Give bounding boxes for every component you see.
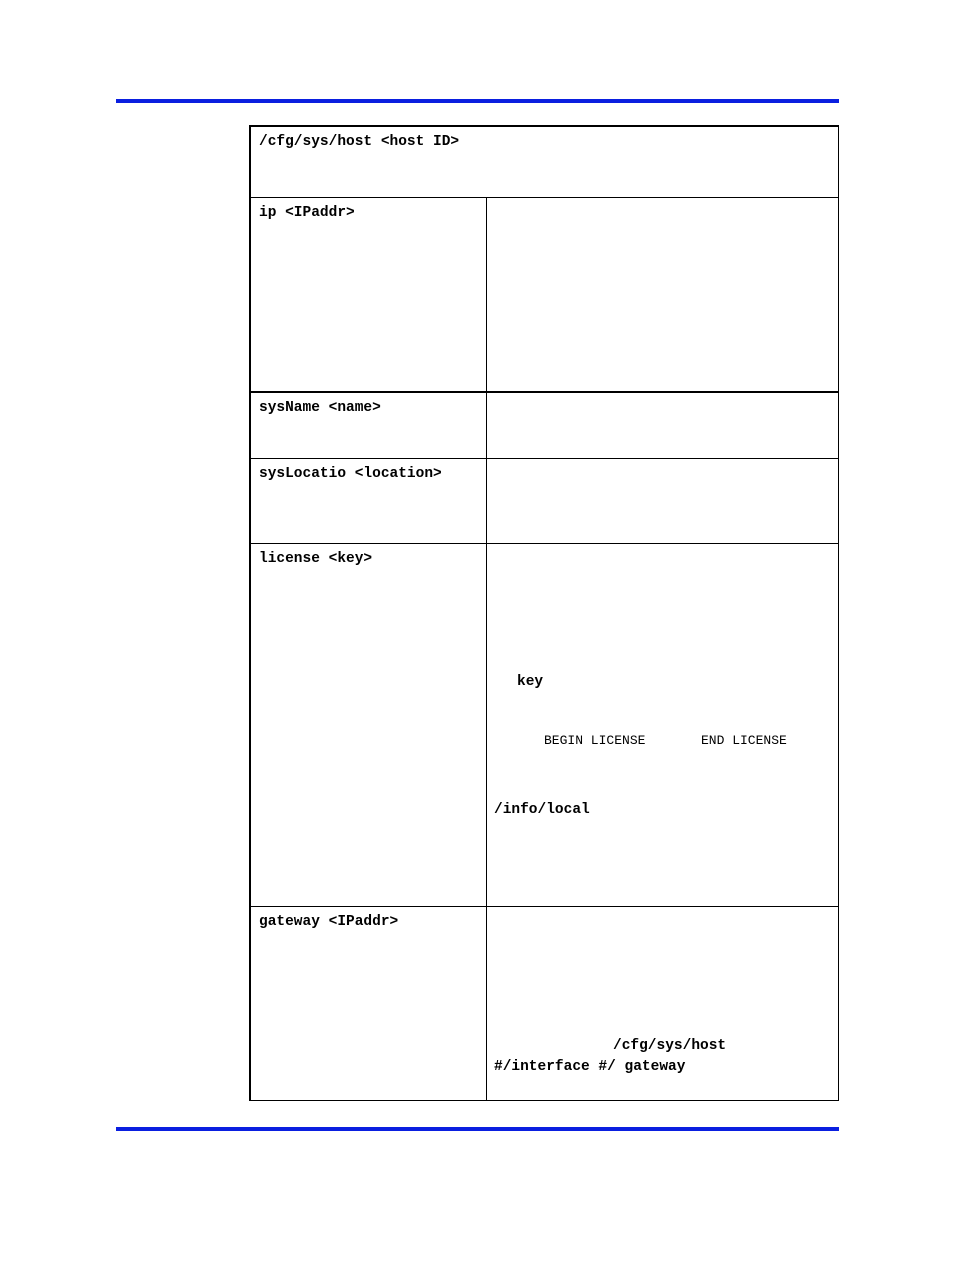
header-rule bbox=[116, 99, 839, 103]
command-cell bbox=[251, 459, 487, 543]
gateway-path-line2: #/interface #/ gateway bbox=[494, 1059, 686, 1075]
table-heading-row bbox=[251, 127, 838, 198]
command-cell bbox=[251, 393, 487, 458]
table-row-ip bbox=[251, 198, 838, 393]
command-gateway: gateway <IPaddr> bbox=[259, 914, 399, 930]
command-ip: ip <IPaddr> bbox=[259, 205, 355, 221]
info-local-path: /info/local bbox=[494, 802, 590, 818]
command-cell bbox=[251, 907, 487, 1101]
gateway-path-line1: /cfg/sys/host bbox=[613, 1038, 727, 1054]
footer-rule bbox=[116, 1127, 839, 1131]
command-cell bbox=[251, 544, 487, 906]
license-key-word: key bbox=[517, 674, 544, 690]
command-sysname: sysName <name> bbox=[259, 400, 381, 416]
table-row-license bbox=[251, 544, 838, 907]
command-table bbox=[249, 125, 839, 1101]
table-heading: /cfg/sys/host <host ID> bbox=[259, 134, 460, 150]
table-row-syslocation bbox=[251, 459, 838, 544]
end-license-label: END LICENSE bbox=[701, 733, 787, 748]
table-row-gateway bbox=[251, 907, 838, 1101]
command-cell bbox=[251, 198, 487, 391]
command-syslocation: sysLocatio <location> bbox=[259, 466, 442, 482]
begin-license-label: BEGIN LICENSE bbox=[544, 733, 646, 748]
table-row-sysname bbox=[251, 393, 838, 459]
command-license: license <key> bbox=[259, 551, 373, 567]
